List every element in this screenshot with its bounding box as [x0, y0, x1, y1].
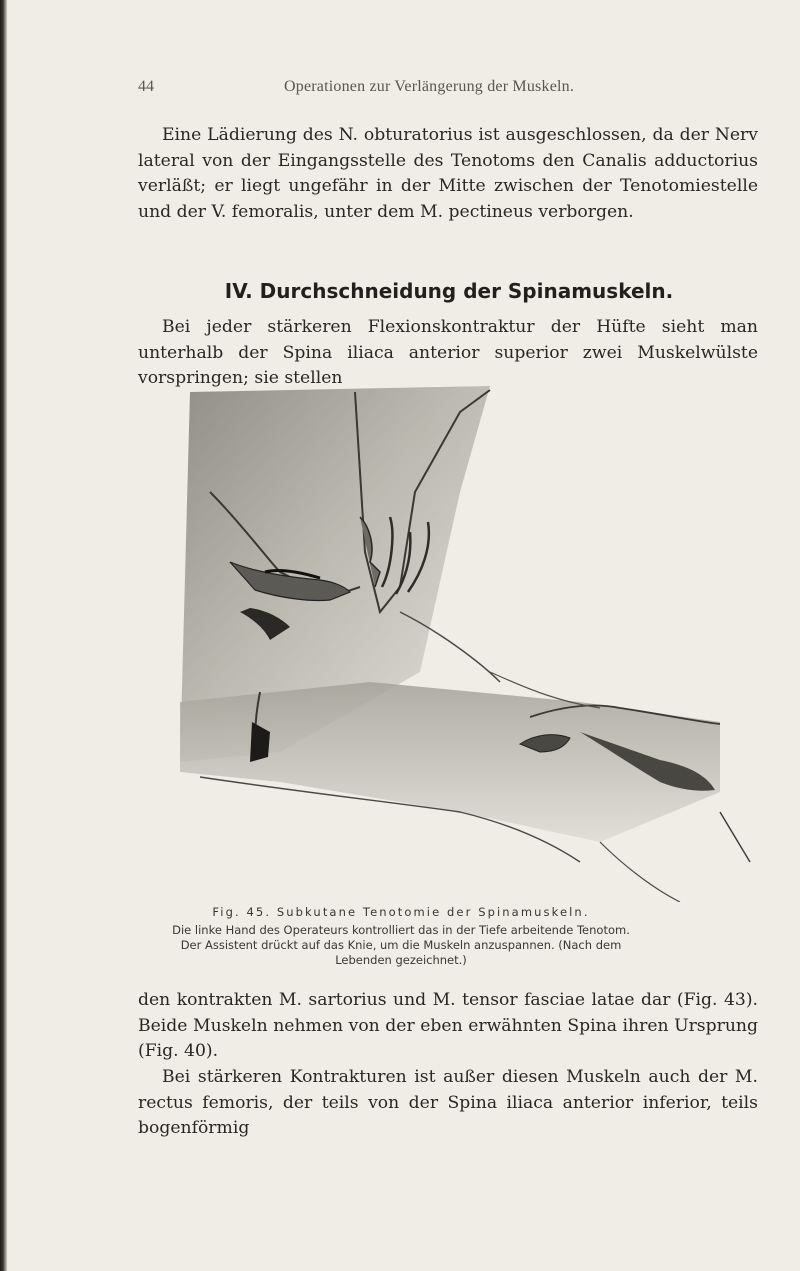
body-paragraph-1: Eine Lädierung des N. obturatorius ist ausgeschlossen, da der Nerv lateral von der Eingangsstelle des Tenotoms den Canalis adductorius verläßt; er liegt ungefähr in der Mitte zwischen der Tenotomiestelle und der V. femoralis, unter dem M. pectineus verborgen. — [138, 125, 758, 222]
page-number: 44 — [138, 78, 154, 95]
lower-leg-contour — [600, 842, 680, 902]
body-paragraph-3: den kontrakten M. sartorius und M. tensor fasciae latae dar (Fig. 43). Beide Muskeln nehmen von der eben erwähnten Spina ihren Ursprung (Fig. 40). — [138, 990, 758, 1061]
figure-caption-title: Fig. 45. Subkutane Tenotomie der Spinamuskeln. — [212, 905, 590, 919]
scan-page-edge — [0, 0, 7, 1271]
figure-caption — [160, 905, 642, 968]
section-heading: IV. Durchschneidung der Spinamuskeln. — [224, 279, 674, 303]
tenotomy-drawing — [160, 372, 760, 902]
calf-contour — [720, 812, 750, 862]
figure-caption-text: Die linke Hand des Operateurs kontrolliert das in der Tiefe arbeitende Tenotom. Der Assistent drückt auf das Knie, um die Muskeln anzuspannen. (Nach dem Lebenden gezeichnet.) — [172, 923, 630, 967]
body-paragraph-2: Bei jeder stärkeren Flexionskontraktur der Hüfte sieht man unterhalb der Spina iliaca anterior superior zwei Muskelwülste vorspringen; sie stellen — [138, 317, 758, 388]
body-paragraph-4: Bei stärkeren Kontrakturen ist außer diesen Muskeln auch der M. rectus femoris, der teils von der Spina iliaca anterior inferior, teils bogenförmig — [138, 1067, 758, 1138]
figure-illustration — [160, 372, 760, 802]
running-header — [138, 78, 738, 100]
running-title: Operationen zur Verlängerung der Muskeln. — [284, 78, 575, 95]
